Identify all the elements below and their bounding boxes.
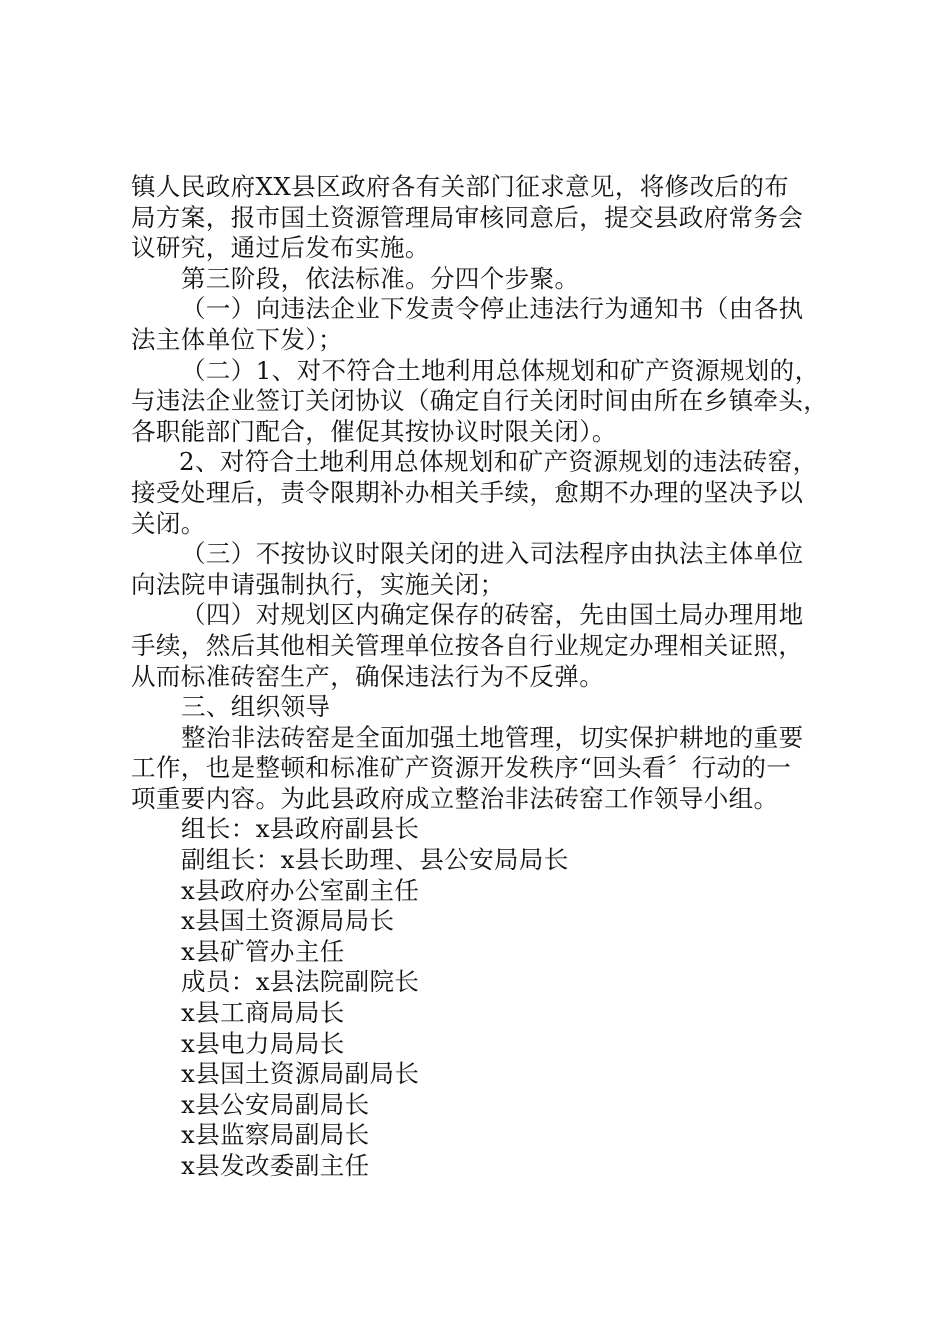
- member-line: x县发改委副主任: [181, 1151, 370, 1180]
- text-line: 镇人民政府XX县区政府各有关部门征求意见，将修改后的布: [131, 172, 790, 201]
- text-line: 局方案，报市国土资源管理局审核同意后，提交县政府常务会: [131, 202, 804, 232]
- text-line: 向法院申请强制执行，实施关闭；: [131, 569, 505, 599]
- text-line: 与违法企业签订关闭协议（确定自行关闭时间由所在乡镇牵头，: [131, 386, 829, 416]
- member-line: 成员：x县法院副院长: [181, 967, 420, 997]
- member-line: x县国土资源局副局长: [181, 1059, 420, 1089]
- member-line: x县国土资源局局长: [181, 906, 395, 936]
- text-line: （二）1、对不符合土地利用总体规划和矿产资源规划的，: [181, 355, 820, 385]
- text-line: 关闭。: [131, 508, 206, 538]
- member-line: x县电力局局长: [181, 1028, 345, 1058]
- document-body: [131, 172, 836, 1182]
- member-line: x县监察局副局长: [181, 1120, 370, 1150]
- member-line: 组长：x县政府副县长: [181, 814, 420, 844]
- text-line: 法主体单位下发）；: [131, 324, 343, 354]
- text-line: 项重要内容。为此县政府成立整治非法砖窑工作领导小组。: [131, 783, 779, 813]
- text-line: 从而标准砖窑生产，确保违法行为不反弹。: [131, 661, 605, 691]
- member-line: 副组长：x县长助理、县公安局局长: [181, 845, 569, 875]
- text-line: 整治非法砖窑是全面加强土地管理，切实保护耕地的重要: [181, 722, 804, 752]
- member-line: x县矿管办主任: [181, 936, 345, 966]
- text-line: 工作，也是整顿和标准矿产资源开发秩序“回头看〞行动的一: [131, 753, 792, 783]
- text-line: （四）对规划区内确定保存的砖窑，先由国土局办理用地: [181, 600, 804, 630]
- text-line: 接受处理后，责令限期补办相关手续，愈期不办理的坚决予以: [131, 477, 804, 507]
- text-line: 手续，然后其他相关管理单位按各自行业规定办理相关证照，: [131, 630, 804, 660]
- member-line: x县政府办公室副主任: [181, 875, 420, 905]
- text-line: 2、对符合土地利用总体规划和矿产资源规划的违法砖窑，: [179, 447, 818, 477]
- section-heading: 三、组织领导: [181, 692, 331, 722]
- text-line: （一）向违法企业下发责令停止违法行为通知书（由各执: [181, 294, 804, 324]
- text-line: 议研究，通过后发布实施。: [131, 233, 430, 263]
- member-line: x县工商局局长: [181, 998, 345, 1028]
- text-line: 第三阶段，依法标准。分四个步聚。: [181, 263, 580, 293]
- member-line: x县公安局副局长: [181, 1089, 370, 1119]
- text-line: （三）不按协议时限关闭的进入司法程序由执法主体单位: [181, 539, 804, 569]
- text-line: 各职能部门配合，催促其按协议时限关闭）。: [131, 416, 617, 446]
